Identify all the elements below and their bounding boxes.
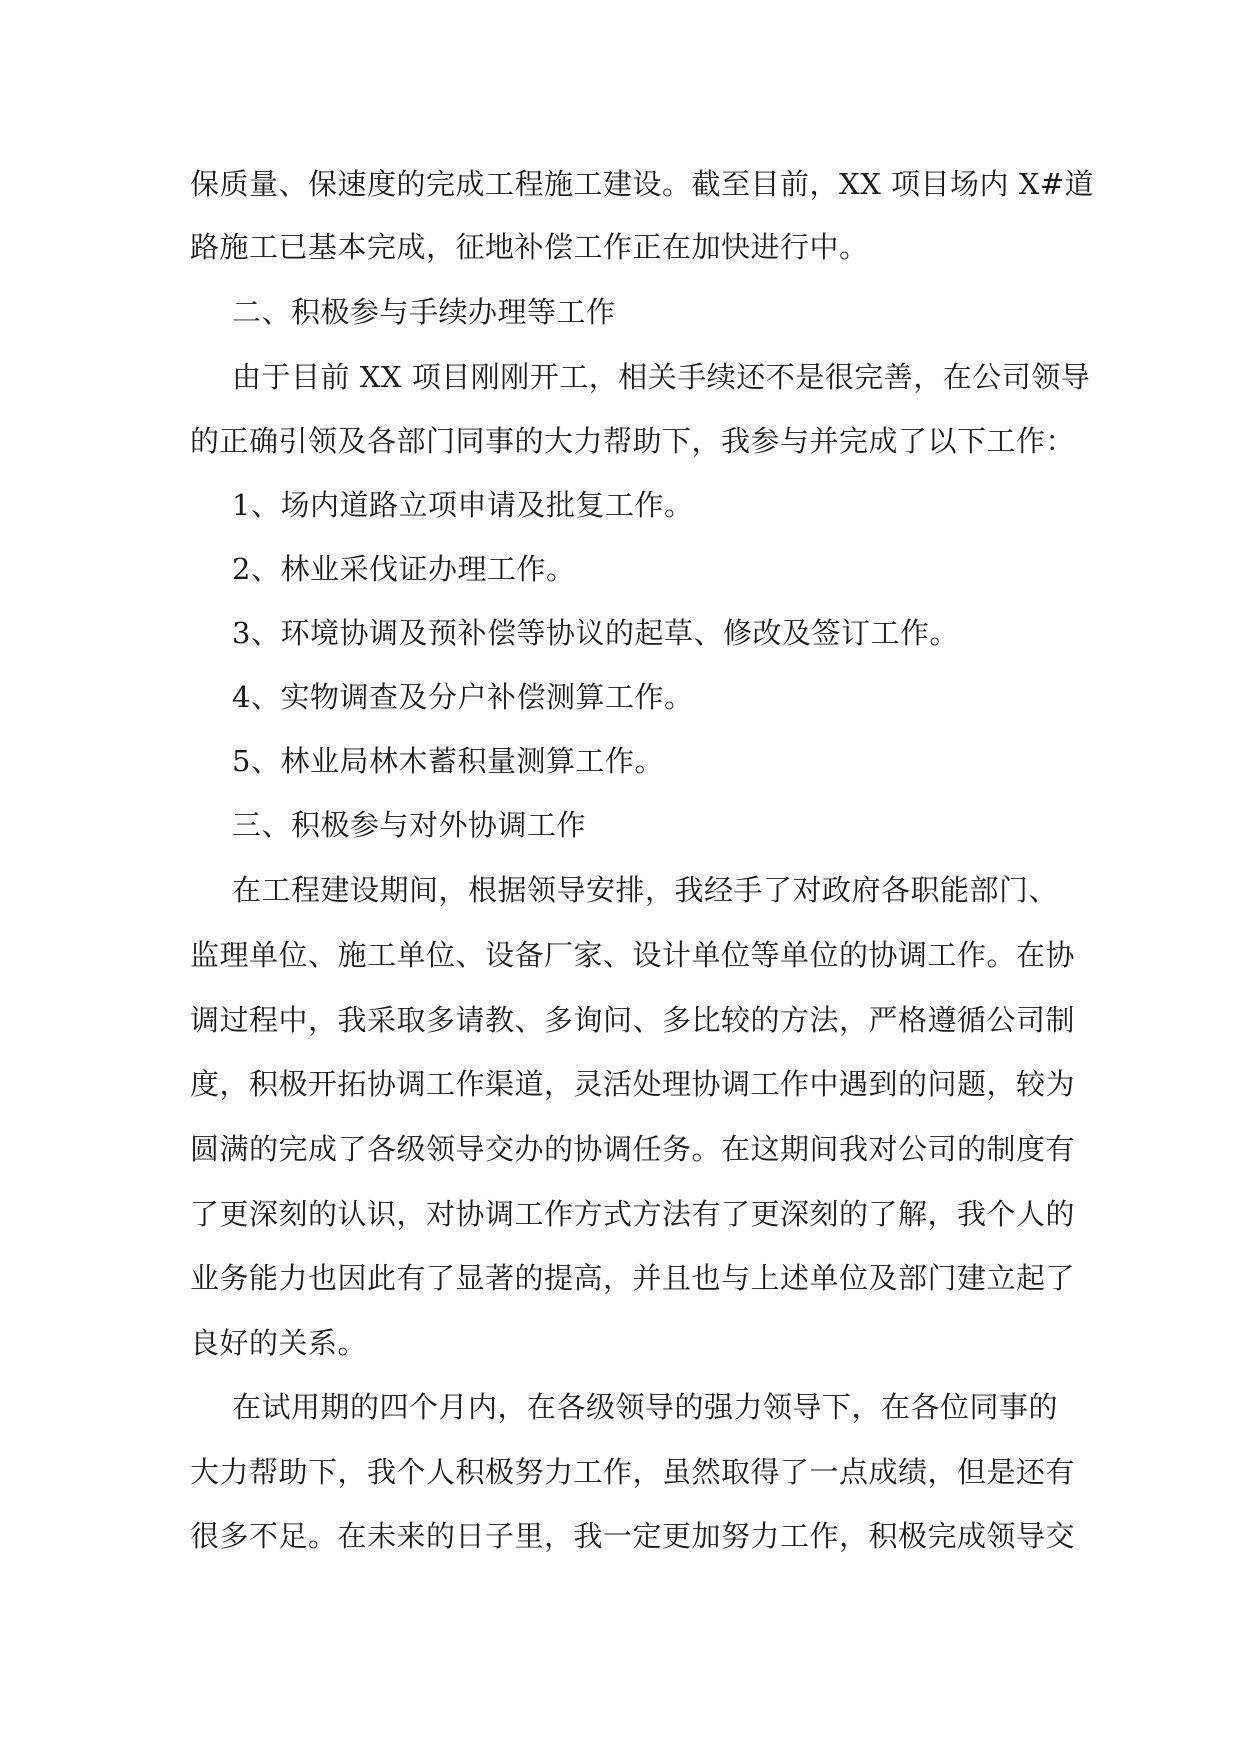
list-item: 4、实物调查及分户补偿测算工作。 xyxy=(232,680,694,714)
text-line: 良好的关系。 xyxy=(190,1326,368,1360)
text-line: 的正确引领及各部门同事的大力帮助下，我参与并完成了以下工作： xyxy=(190,424,1076,458)
list-item: 1、场内道路立项申请及批复工作。 xyxy=(232,488,694,522)
text-line: 在试用期的四个月内，在各级领导的强力领导下，在各位同事的 xyxy=(232,1390,1059,1424)
list-item: 3、环境协调及预补偿等协议的起草、修改及签订工作。 xyxy=(232,616,959,650)
text-line: 路施工已基本完成，征地补偿工作正在加快进行中。 xyxy=(190,230,869,264)
list-item: 5、林业局林木蓄积量测算工作。 xyxy=(232,744,664,778)
text-line: 调过程中，我采取多请教、多询问、多比较的方法，严格遵循公司制 xyxy=(190,1003,1076,1037)
list-item: 2、林业采伐证办理工作。 xyxy=(232,552,576,586)
section-heading: 三、积极参与对外协调工作 xyxy=(232,808,587,842)
section-heading: 二、积极参与手续办理等工作 xyxy=(232,295,616,329)
text-line: 很多不足。在未来的日子里，我一定更加努力工作，积极完成领导交 xyxy=(190,1519,1076,1553)
text-line: 了更深刻的认识，对协调工作方式方法有了更深刻的了解，我个人的 xyxy=(190,1197,1076,1231)
text-line: 度，积极开拓协调工作渠道，灵活处理协调工作中遇到的问题，较为 xyxy=(190,1067,1076,1101)
text-line: 在工程建设期间，根据领导安排，我经手了对政府各职能部门、 xyxy=(232,873,1059,907)
text-line: 大力帮助下，我个人积极努力工作，虽然取得了一点成绩，但是还有 xyxy=(190,1455,1076,1489)
text-line: 监理单位、施工单位、设备厂家、设计单位等单位的协调工作。在协 xyxy=(190,938,1076,972)
text-line: 保质量、保速度的完成工程施工建设。截至目前，XX 项目场内 X#道 xyxy=(190,167,1095,201)
text-line: 圆满的完成了各级领导交办的协调任务。在这期间我对公司的制度有 xyxy=(190,1132,1076,1166)
text-line: 由于目前 XX 项目刚刚开工，相关手续还不是很完善，在公司领导 xyxy=(232,360,1091,394)
text-line: 业务能力也因此有了显著的提高，并且也与上述单位及部门建立起了 xyxy=(190,1261,1076,1295)
